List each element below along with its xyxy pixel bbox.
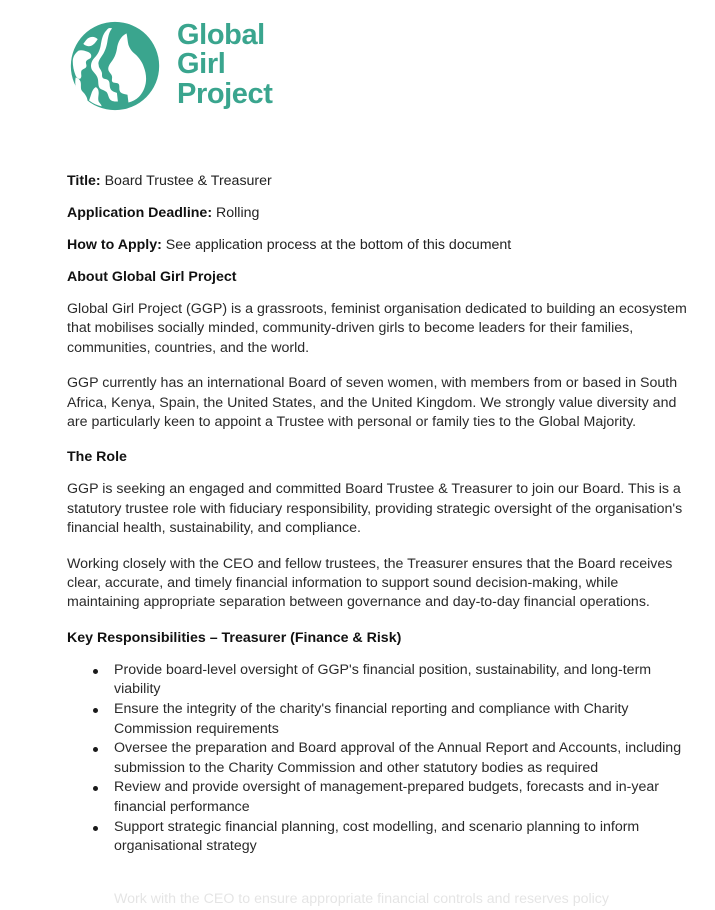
logo-wordmark-line-1: Global [177,18,265,51]
meta-label-how-to-apply: How to Apply: [67,237,162,253]
globe-girl-profiles-icon [67,18,163,114]
role-paragraph-2: Working closely with the CEO and fellow trustees, the Treasurer ensures that the Board receives clear, accurate, and timely financial information to support sound decision-making, while maintaining appropriate separation between governance and day-to-day financial operations. [67,555,673,611]
meta-label-title: Title: [67,173,101,189]
about-paragraph-1: Global Girl Project (GGP) is a grassroots, feminist organisation dedicated to building an ecosystem that mobilises socially minded, community-driven girls to become leaders for their families, communities, countries, and the world. [67,301,687,356]
document-body [67,172,688,857]
organisation-logo [67,18,273,114]
meta-value-title: Board Trustee & Treasurer [104,173,272,189]
clipped-next-line-text: Work with the CEO to ensure appropriate financial controls and reserves policy [114,891,609,907]
section-heading-about: About Global Girl Project [67,269,237,285]
list-item: Support strategic financial planning, cost modelling, and scenario planning to inform organisational strategy [67,818,688,857]
list-item: Oversee the preparation and Board approval of the Annual Report and Accounts, including submission to the Charity Commission and other statutory bodies as required [67,739,688,778]
meta-line-deadline [67,204,688,222]
list-item: Ensure the integrity of the charity's financial reporting and compliance with Charity Commission requirements [67,700,688,739]
meta-value-deadline: Rolling [216,205,260,221]
key-responsibilities-list [67,661,688,857]
section-heading-key-responsibilities: Key Responsibilities – Treasurer (Finance & Risk) [67,629,402,646]
logo-wordmark-line-2: Girl [177,48,226,81]
meta-line-how-to-apply [67,236,688,254]
meta-label-deadline: Application Deadline: [67,205,213,221]
clipped-next-line [0,890,715,907]
meta-value-how-to-apply: See application process at the bottom of this document [165,237,512,253]
section-heading-the-role: The Role [67,449,127,466]
meta-line-title [67,172,688,190]
role-paragraph-1: GGP is seeking an engaged and committed Board Trustee & Treasurer to join our Board. This is a statutory trustee role with fiduciary responsibility, providing strategic oversight of the organisation's financial health, sustainability, and compliance. [67,481,683,537]
logo-wordmark-line-3: Project [177,77,273,110]
about-paragraph-2: GGP currently has an international Board of seven women, with members from or based in South Africa, Kenya, Spain, the United States, and the United Kingdom. We strongly value diversity and are particularly keen to appoint a Trustee with personal or family ties to the Global Majority. [67,375,678,431]
list-item: Review and provide oversight of management-prepared budgets, forecasts and in-year financial performance [67,778,688,817]
logo-wordmark [177,18,273,112]
list-item: Provide board-level oversight of GGP's financial position, sustainability, and long-term viability [67,661,688,700]
